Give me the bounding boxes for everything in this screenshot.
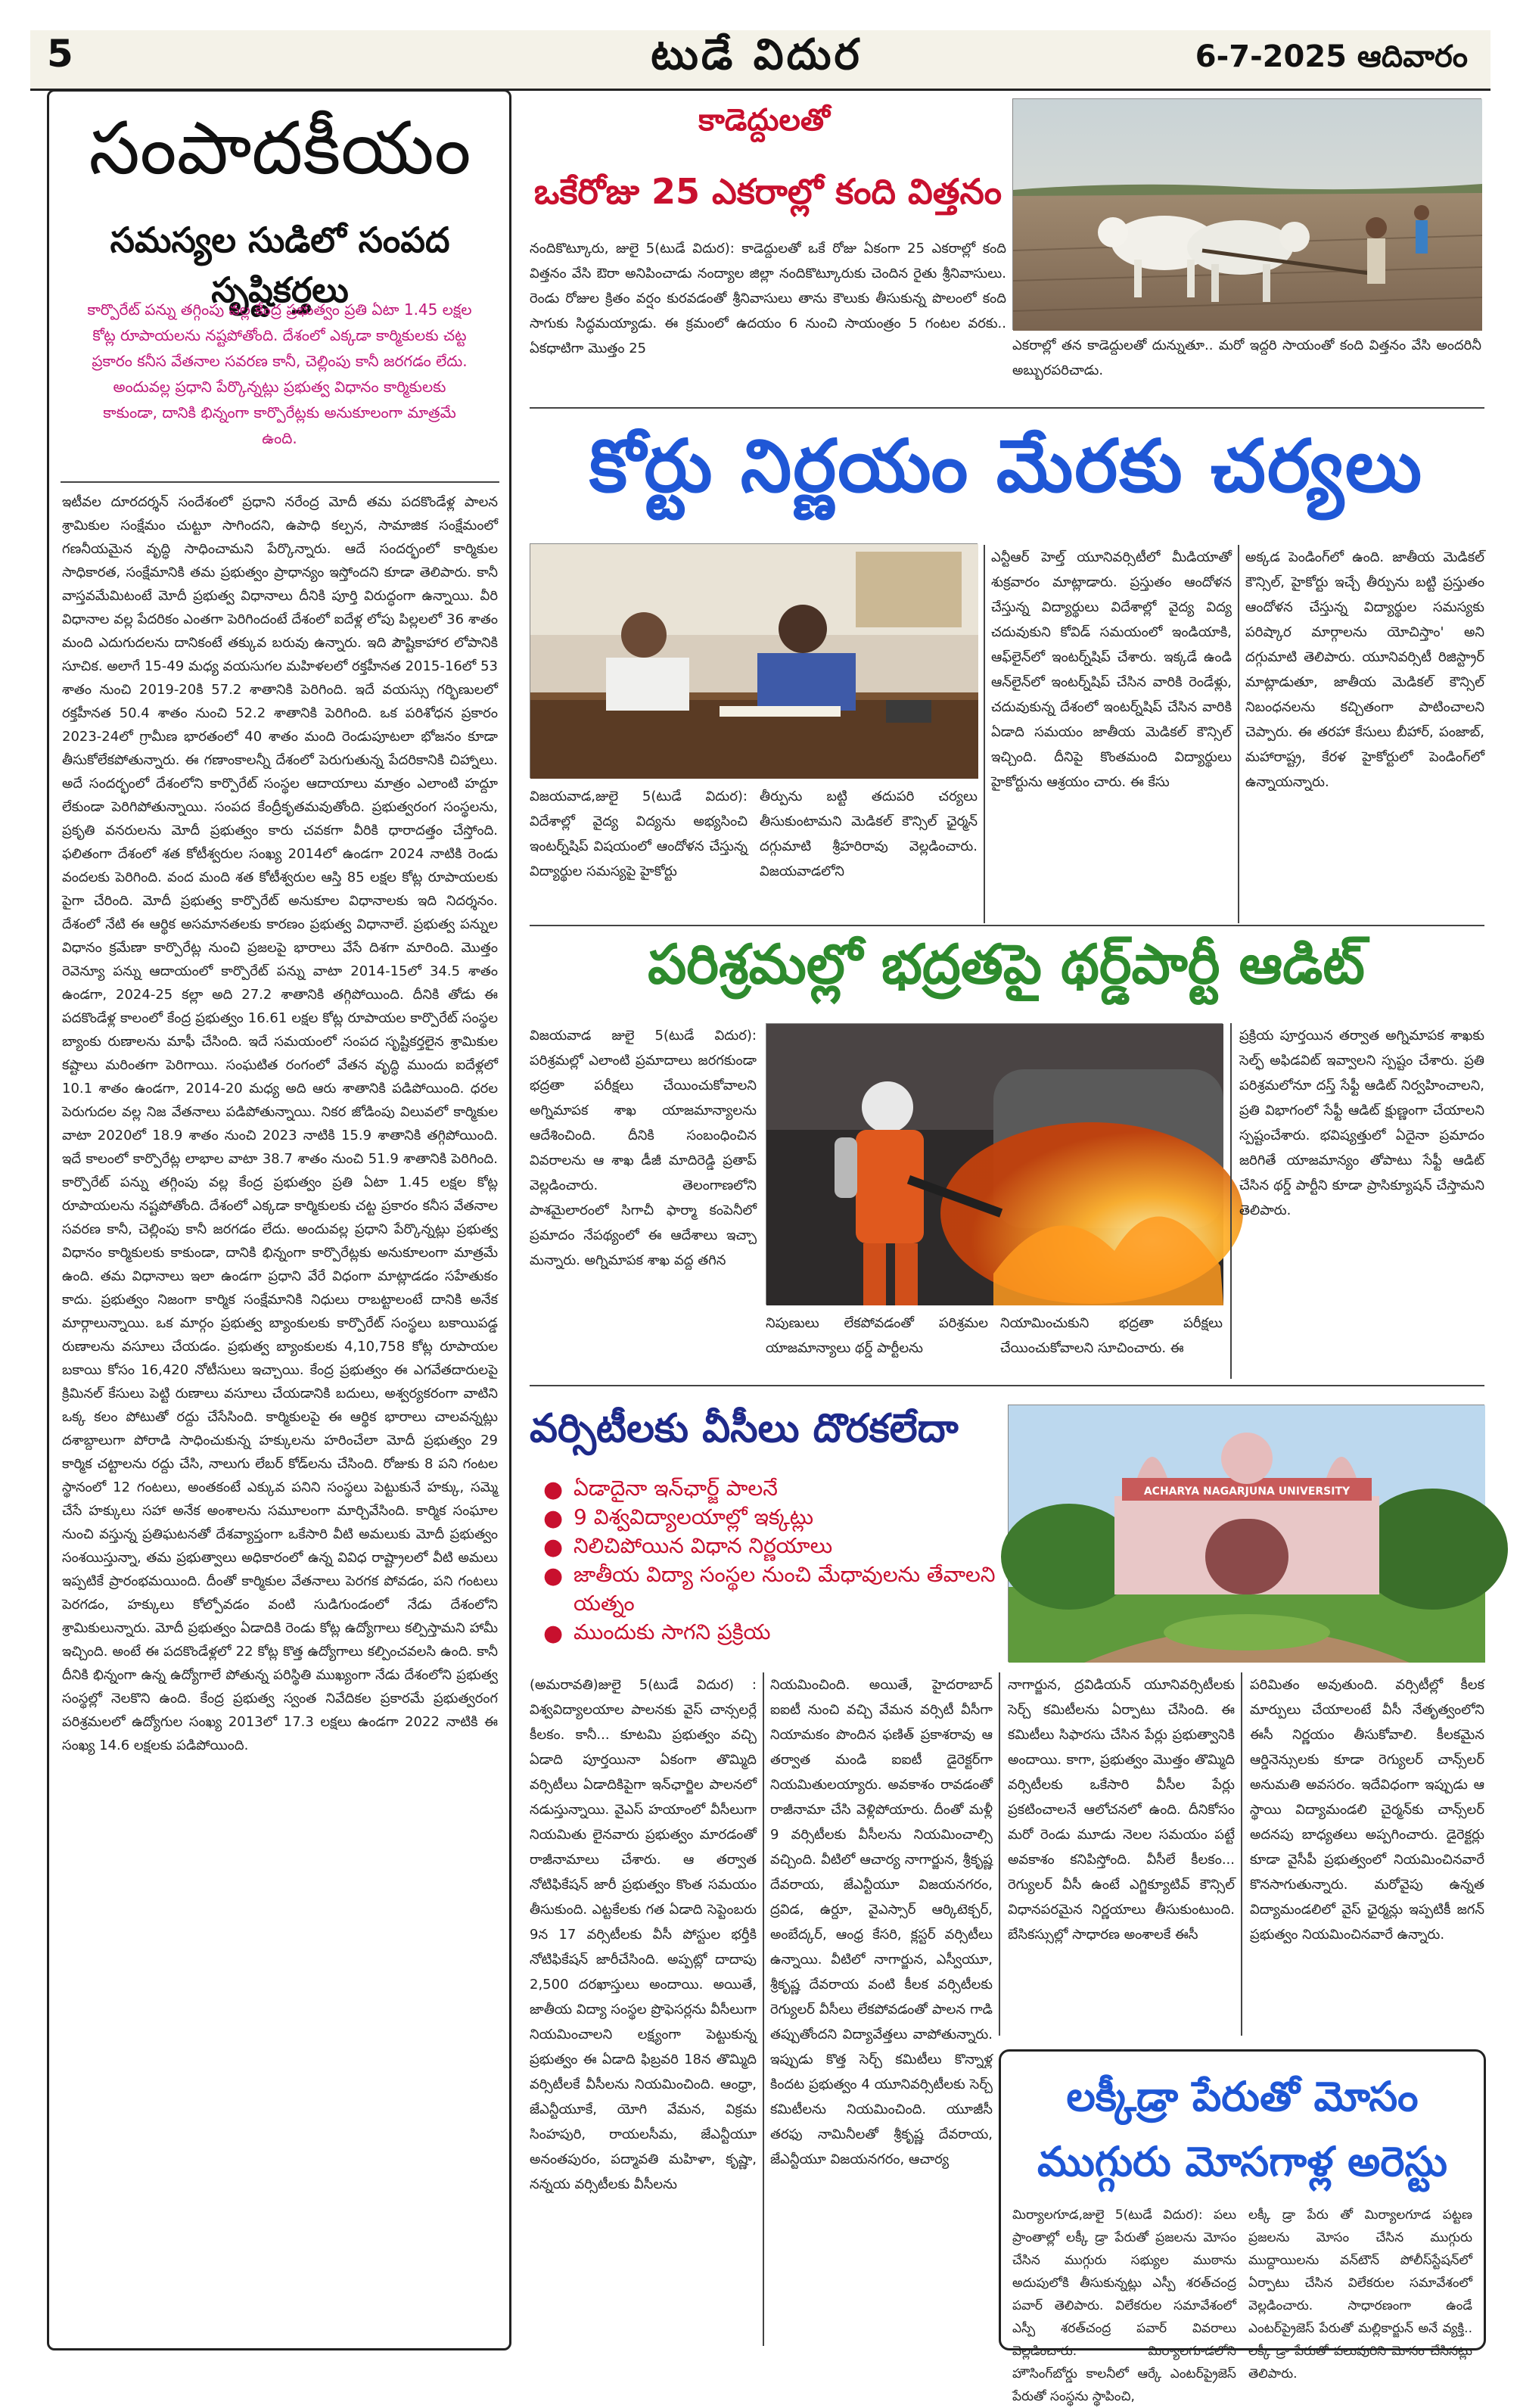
universities-col-d: పరిమితం అవుతుంది. వర్సిటీల్లో కీలక మార్పులు చేయాలంటే వీసీ నేతృత్వంలోని ఈసీ నిర్ణయం తీసుకోవాలి. కీలకమైన ఆర్డినెన్సులకు కూడా రెగ్యులర్ చాన్స్‌లర్ అనుమతి అవసరం. ఇదేవిధంగా ఇప్పుడు ఆ స్థాయి విద్యామండలి చైర్మన్‌కు చాన్స్‌లర్ అదనపు బాధ్యతలు అప్పగించారు. డైరెక్టర్లు కూడా వైసీపీ ప్రభుత్వంలో నియమించినవారే కొనసాగుతున్నారు. మరోవైపు ఉన్నత విద్యామండలిలో వైస్ ఛైర్మన్లు ఇప్పటికీ జగన్ ప్రభుత్వం నియమించినవారే ఉన్నారు. xyxy=(1250,1677,1484,1943)
court-photo-illustration xyxy=(530,544,978,779)
newspaper-masthead: టుడే విదుర xyxy=(651,30,863,79)
court-col-rule-1 xyxy=(984,545,985,923)
lucky-draw-headline-line1: లక్కీడ్రా పేరుతో మోసం xyxy=(1066,2073,1419,2120)
editorial-subtitle: సమస్యల సుడిలో సంపద సృష్టికర్తలు xyxy=(110,219,450,310)
audit-col-rule xyxy=(1230,1023,1232,1379)
universities-col-a: (అమరావతి)జులై 5(టుడే విదుర) : విశ్వవిద్యాలయాల పాలనకు వైస్ చాన్సలర్లే కీలకం. కానీ... కూటమి ప్రభుత్వం వచ్చి ఏడాది పూర్తయినా ఏకంగా తొమ్మిది వర్సిటీలు ఏడాదికిపైగా ఇన్‌ఛార్జిల పాలనలో నడుస్తున్నాయి. వైఎస్ హయాంలో వీసీలుగా నియమితు లైనవారు ప్రభుత్వం మారడంతో రాజీనామాలు చేశారు. ఆ తర్వాత నోటిఫికేషన్ జారీ ప్రభుత్వం కొంత సమయం తీసుకుంది. ఎట్టకేలకు గత ఏడాది సెప్టెంబరు 9న 17 వర్సిటీలకు వీసీ పోస్టుల భర్తీకి నోటిఫికేషన్ జారీచేసింది. అప్పట్లో దాదాపు 2,500 దరఖాస్తులు అందాయి. అయితే, జాతీయ విద్యా సంస్థల ప్రొఫెసర్లను వీసీలుగా నియమించాలని లక్ష్యంగా పెట్టుకున్న ప్రభుత్వం ఈ ఏడాది ఫిబ్రవరి 18న తొమ్మిది వర్సిటీలకే వీసీలను నియమించింది. ఆంధ్రా, జేఎన్టీయూకే, యోగి వేమన, విక్రమ సింహపురి, రాయలసీమ, జేఎన్టీయూ అనంతపురం, పద్మావతి మహిళా, కృష్ణా, నన్నయ వర్సిటీలకు వీసీలను xyxy=(530,1677,757,2192)
lucky-draw-col-b: లక్కీ డ్రా పేరు తో మిర్యాలగూడ పట్టణ ప్రజలను మోసం చేసిన ముగ్గురు ముద్దాయిలను వన్‌టౌన్ పోలీస్‌స్టేషన్‌లో ఏర్పాటు చేసిన విలేకరుల సమావేశంలో వెల్లడించారు. సాధారణంగా ఉండే ఎంటర్‌ప్రైజెస్ పేరుతో మల్లికార్జున్ అనే వ్యక్తి.. లక్కీ డ్రా పేరుతో పలువురిని మోసం చేసినట్లు తెలిపారు. xyxy=(1248,2207,1472,2382)
court-headline: కోర్టు నిర్ణయం మేరకు చర్యలు xyxy=(589,424,1424,509)
page-number: 5 xyxy=(47,32,73,76)
bulls-headline-line1: కాడెద్దులతో xyxy=(698,103,830,138)
highlight-item: ● ఏడాదైనా ఇన్‌ఛార్జ్ పాలనే xyxy=(543,1476,778,1503)
audit-col-a: విజయవాడ జులై 5(టుడే విదుర): పరిశ్రమల్లో ఎలాంటి ప్రమాదాలు జరగకుండా భద్రతా పరీక్షలు చేయించుకోవాలని అగ్నిమాపక శాఖ యాజమాన్యాలను ఆదేశించింది. దీనికి సంబంధించిన వివరాలను ఆ శాఖ డీజీ మాదిరెడ్డి ప్రతాప్ వెల్లడించారు. తెలంగాణలోని పాశమైలారంలో సిగాచీ ఫార్మా కంపెనీలో ప్రమాదం నేపథ్యంలో ఈ ఆదేశాలు ఇచ్చా మన్నారు. అగ్నిమాపక శాఖ వద్ద తగిన xyxy=(530,1028,757,1268)
bulls-plowing-photo xyxy=(1012,98,1481,330)
uni-col-rule-2 xyxy=(999,1672,1000,2036)
section-divider-2 xyxy=(530,925,1484,926)
audit-col-b: నిపుణులు లేకపోవడంతో పరిశ్రమల యాజమాన్యాలు థర్డ్ పార్టీలను xyxy=(766,1315,988,1356)
uni-col-rule-3 xyxy=(1241,1672,1242,2036)
court-col-a: విజయవాడ,జులై 5(టుడే విదుర): విదేశాల్లో వైద్య విద్యను అభ్యసించి ఇంటర్న్‌షిప్ విషయంలో ఆందోళన చేస్తున్న విద్యార్థుల సమస్యపై హైకోర్టు xyxy=(530,789,748,879)
universities-headline: వర్సిటీలకు వీసీలు దొరకలేదా xyxy=(530,1406,959,1451)
universities-col-b: నియమించింది. అయితే, హైదరాబాద్ ఐఐటీ నుంచి వచ్చి వేమన వర్సిటీ వీసీగా నియామకం పొందిన ఫణిత్ ప్రకాశరావు ఆ తర్వాత మండి ఐఐటీ డైరెక్టర్‌గా నియమితులయ్యారు. అవకాశం రావడంతో రాజీనామా చేసి వెళ్లిపోయారు. దీంతో మళ్లీ 9 వర్సిటీలకు వీసీలను నియమించాల్సి వచ్చింది. వీటిలో ఆచార్య నాగార్జున, శ్రీకృష్ణ దేవరాయ, జేఎన్టీయూ విజయనగరం, ద్రవిడ, ఉర్దూ, వైఎస్సార్ ఆర్కిటెక్చర్, అంబేద్కర్, ఆంధ్ర కేసరి, క్లస్టర్ వర్సిటీలు ఉన్నాయి. వీటిలో నాగార్జున, ఎస్వీయూ, శ్రీకృష్ణ దేవరాయ వంటి కీలక వర్సిటీలకు రెగ్యులర్ వీసీలు లేకపోవడంతో పాలన గాడి తప్పుతోందని విద్యావేత్తలు వాపోతున్నారు. ఇప్పుడు కొత్త సెర్చ్ కమిటీలు కొన్నాళ్ల కిందట ప్రభుత్వం 4 యూనివర్సిటీలకు సెర్చ్ కమిటీలను నియమించింది. యూజీసీ తరఫు నామినీలతో శ్రీకృష్ణ దేవరాయ, జేఎన్టీయూ విజయనగరం, ఆచార్య xyxy=(770,1677,993,2167)
editorial-body: ఇటీవల దూరదర్శన్ సందేశంలో ప్రధాని నరేంద్ర మోదీ తమ పదకొండేళ్ల పాలన శ్రామికుల సంక్షేమం చుట్టూ సాగిందని, ఉపాధి కల్పన, సామాజిక సంక్షేమంలో గణనీయమైన వృద్ధి సాధించామని పేర్కొన్నారు. ఆదే సందర్భంలో కార్మికుల సాధికారత, సంక్షేమానికి తమ ప్రభుత్వం ప్రాధాన్యం ఇస్తోందని కూడా తెలిపారు. కానీ వాస్తవమేమిటంటే మోదీ ప్రభుత్వ విధానాలు దీనికి పూర్తి విరుద్ధంగా ఉన్నాయి. వీరి విధానాల వల్ల పేదరికం ఎంతగా పెరిగిందంటే దేశంలో ఐదేళ్ల లోపు పిల్లలలో 36 శాతం మంది ఎదుగుదలను దానికంటే తక్కువ బరువు ఉన్నారు. ఇది పౌష్టికాహార లోపానికి సూచిక. అలాగే 15-49 మధ్య వయసుగల మహిళలలో రక్తహీనత 2015-16లో 53 శాతం నుంచి 2019-20కి 57.2 శాతానికి పెరిగింది. ఇదే వయస్సు గర్భిణులలో రక్తహీనత 50.4 శాతం నుంచి 52.2 శాతానికి పెరిగింది. ఒక పరిశోధన ప్రకారం 2023-24లో గ్రామీణ భారతంలో 40 శాతం మంది రెండుపూటలా భోజనం కూడా తీసుకోలేకపోతున్నారు. ఈ గణాంకాలన్నీ దేశంలో పెరుగుతున్న పేదరికానికి చిహ్నాలు. అదే సందర్భంలో దేశంలోని కార్పొరేట్ సంస్థల ఆదాయాలు మాత్రం ఎలాంటి హద్దూ లేకుండా పెరిగిపోతున్నాయి. సంపద కేంద్రీకృతమవుతోంది. ప్రభుత్వరంగ సంస్థలను, ప్రకృతి వనరులను మోదీ ప్రభుత్వం కారు చవకగా వీరికి ధారాదత్తం చేస్తోంది. ఫలితంగా దేశంలో శత కోటీశ్వరుల సంఖ్య 2014లో ఉండగా 2024 నాటికి రెండు వందలకు పెరిగింది. వంద మంది శత కోటీశ్వరుల ఆస్తి 85 లక్షల కోట్ల రూపాయలకు పైగా చేరింది. మోదీ ప్రభుత్వ కార్పొరేట్ అనుకూల విధానాలకు ఇది నిదర్శనం. దేశంలో నేటి ఈ ఆర్థిక అసమానతలకు కారణం ప్రభుత్వ విధానాలే. ప్రభుత్వ పన్నుల విధానం క్రమేణా కార్పొరేట్ల నుంచి ప్రజలపై భారాలు వేసే దిశగా మారింది. మొత్తం రెవెన్యూ పన్ను ఆదాయంలో కార్పొరేట్ పన్ను వాటా 2014-15లో 34.5 శాతం ఉండగా, 2024-25 కల్లా అది 27.2 శాతానికి తగ్గిపోయింది. దీనికి తోడు ఈ పదకొండేళ్ల కాలంలో కేంద్ర ప్రభుత్వం 16.61 లక్షల కోట్ల రూపాయల కార్పొరేట్ సంస్థల బ్యాంకు రుణాలను మాఫీ చేసింది. ఇదే సమయంలో సంపద సృష్టికర్తలైన శ్రామికుల కష్టాలు మరింతగా పెరిగాయి. సంఘటిత రంగంలో వేతన వృద్ధి ముందు ఐదేళ్లలో 10.1 శాతం ఉండగా, 2014-20 మధ్య అది ఆరు శాతానికి పడిపోయింది. ధరల పెరుగుదల వల్ల నిజ వేతనాలు పడిపోతున్నాయి. నికర జోడింపు విలువలో కార్మికుల వాటా 2020లో 18.9 శాతం నుంచి 2023 నాటికి 15.9 శాతానికి తగ్గిపోయింది. ఇదే కాలంలో కార్పొరేట్ల లాభాల వాటా 38.7 శాతం నుంచి 51.9 శాతానికి పెరిగింది. కార్పొరేట్ పన్ను తగ్గింపు వల్ల కేంద్ర ప్రభుత్వం ప్రతి ఏటా 1.45 లక్షల కోట్ల రూపాయలను నష్టపోతోంది. దేశంలో ఎక్కడా కార్మికులకు చట్ట ప్రకారం కనీస వేతనాల సవరణ కానీ, చెల్లింపు కానీ జరగడం లేదు. అందువల్ల ప్రధాని పేర్కొన్నట్లు ప్రభుత్వ విధానం కార్మికులకు కాకుండా, దానికి భిన్నంగా కార్పొరేట్లకు అనుకూలంగా మాత్రమే ఉంది. తమ విధానాలు ఇలా ఉండగా ప్రధాని వేరే విధంగా మాట్లాడడం సహేతుకం కాదు. ప్రభుత్వం నిజంగా కార్మిక సంక్షేమానికి నిధులు రాబట్టాలంటే దానికి అనేక మార్గాలున్నాయి. ఒక మార్గం ప్రభుత్వ బ్యాంకులకు కార్పొరేట్ సంస్థలు బకాయిపడ్డ రుణాలను వసూలు చేయడం. ప్రభుత్వ బ్యాంకులకు 4,10,758 కోట్ల రూపాయల బకాయి కోసం 16,420 నోటీసులు ఇచ్చాయి. కేంద్ర ప్రభుత్వం ఈ ఎగవేతదారులపై క్రిమినల్ కేసులు పెట్టి రుణాలు వసూలు చేయడానికి బదులు, అశ్వర్యకరంగా వాటిని ఒక్క కలం పోటుతో రద్దు చేసేసింది. కార్మికులపై ఈ ఆర్థిక భారాలు చాలవన్నట్లు దశాబ్దాలుగా పోరాడి సాధించుకున్న హక్కులను హరించేలా మోదీ ప్రభుత్వం 29 కార్మిక చట్టాలను రద్దు చేసి, నాలుగు లేబర్ కోడ్‌లను చేసింది. రోజుకు 8 పని గంటల స్థానంలో 12 గంటలు, అంతకంటే ఎక్కువ పనిని సంస్థలు పెట్టుకునే హక్కు, సమ్మె చేసే హక్కులు సహా అనేక అంశాలను సమూలంగా మార్చివేసింది. కార్మిక సంఘాల నుంచి వస్తున్న ప్రతిఘటనతో దేశవ్యాప్తంగా ఒకేసారి వీటి అమలుకు మోదీ ప్రభుత్వం సంశయిస్తున్నా, తమ ప్రభుత్వాలు అధికారంలో ఉన్న వివిధ రాష్ట్రాలలో వీటి అమలు ఇప్పటికే ప్రారంభమయింది. దీంతో కార్మికుల వేతనాలు పెరగక పోవడం, పని గంటలు పెరగడం, హక్కులు కోల్పోవడం వంటి సుడిగుండంలో నేడు దేశంలోని శ్రామికులున్నారు. మోదీ ప్రభుత్వం ఏడాదికి రెండు కోట్ల ఉద్యోగాలు కల్పిస్తామని హామీ ఇచ్చింది. అంటే ఈ పదకొండేళ్లలో 22 కోట్ల కొత్త ఉద్యోగాలు కల్పించవలసి ఉంది. కానీ దీనికి భిన్నంగా ఉన్న ఉద్యోగాలే పోతున్న పరిస్థితి ముఖ్యంగా నేడు దేశంలోని ప్రభుత్వ సంస్థల్లో నెలకొని ఉంది. కేంద్ర ప్రభుత్వ స్వంత నివేదికల ప్రకారమే ప్రభుత్వరంగ పరిశ్రమలలో ఉద్యోగుల సంఖ్య 2013లో 17.3 లక్షలు ఉండగా 2022 నాటికి ఈ సంఖ్య 14.6 లక్షలకు పడిపోయింది. xyxy=(62,494,498,1753)
bulls-photo-caption: ఎకరాల్లో తన కాడెద్దులతో దున్నుతూ.. మరో ఇద్దరి సాయంతో కంది విత్తనం వేసి అందరినీ అబ్బురపరిచాడు. xyxy=(1012,338,1481,378)
court-col-c: ఎన్టీఆర్ హెల్త్ యూనివర్సిటీలో మీడియాతో శుక్రవారం మాట్లాడారు. ప్రస్తుతం ఆందోళన చేస్తున్న విద్యార్థులు విదేశాల్లో వైద్య విద్య చదువుకుని కోవిడ్ సమయంలో ఇండియాకి, ఆఫ్‌లైన్‌లో ఇంటర్న్‌షిప్ చేశారు. ఇక్కడే ఉండి ఆన్‌లైన్‌లో ఇంటర్న్‌షిప్ చేసిన వారికి రెండేళ్లు, చదువుకున్న దేశంలో ఇంటర్న్‌షిప్ చేసిన వారికి ఏడాది సమయం జాతీయ మెడికల్ కౌన్సిల్ ఇచ్చింది. దీనిపై కొంతమంది విద్యార్థులు హైకోర్టును ఆశ్రయం చారు. ఈ కేసు xyxy=(991,549,1232,790)
universities-col-c: నాగార్జున, ద్రవిడియన్ యూనివర్సిటీలకు సెర్చ్ కమిటీలను ఏర్పాటు చేసింది. ఈ కమిటీలు సిఫారసు చేసిన పేర్లు ప్రభుత్వానికి అందాయి. కాగా, ప్రభుత్వం మొత్తం తొమ్మిది వర్సిటీలకు ఒకేసారి వీసీల పేర్లు ప్రకటించాలనే ఆలోచనలో ఉంది. దీనికోసం మరో రెండు మూడు నెలల సమయం పట్టే అవకాశం కనిపిస్తోంది. వీసీలే కీలకం... రెగ్యులర్ వీసీ ఉంటే ఎగ్జిక్యూటివ్ కౌన్సిల్ విధానపరమైన నిర్ణయాలు తీసుకుంటుంది. బేసికస్సుల్లో సాధారణ అంశాలకే ఈసీ xyxy=(1008,1677,1235,1943)
audit-headline: పరిశ్రమల్లో భద్రతపై థర్డ్‌పార్టీ ఆడిట్ xyxy=(648,932,1365,996)
editorial-title: సంపాదకీయం xyxy=(89,106,471,191)
university-sign-text: ACHARYA NAGARJUNA UNIVERSITY xyxy=(1143,1486,1351,1498)
bulls-photo-illustration xyxy=(1013,99,1482,331)
audit-col-d: ప్రక్రియ పూర్తయిన తర్వాత అగ్నిమాపక శాఖకు సెల్ఫ్ అఫిడవిట్ ఇవ్వాలని స్పష్టం చేశారు. ప్రతి పరిశ్రమలోనూ దస్త్ సేఫ్టీ ఆడిట్ నిర్వహించాలని, ప్రతి విభాగంలో సేఫ్టీ ఆడిట్ క్షుణ్ణంగా చేయాలని స్పష్టంచేశారు. భవిష్యత్తులో ఏదైనా ప్రమాదం జరిగితే యాజమాన్యం తోపాటు సేఫ్టీ ఆడిట్ చేసిన థర్డ్ పార్టీని కూడా ప్రాసిక్యూషన్ చేస్తామని తెలిపారు. xyxy=(1239,1028,1484,1218)
uni-col-rule-1 xyxy=(763,1672,764,2346)
issue-date: 6-7-2025 ఆదివారం xyxy=(1195,39,1468,74)
fire-photo-illustration xyxy=(766,1024,1223,1305)
section-divider-3 xyxy=(530,1385,1484,1386)
editorial-divider xyxy=(61,481,499,483)
bulls-headline-line2: ఒకేరోజు 25 ఎకరాల్లో కంది విత్తనం xyxy=(533,171,1002,212)
highlight-item: ● జాతీయ విద్యా సంస్థల నుంచి మేధావులను తేవాలని యత్నం xyxy=(543,1562,996,1616)
court-col-rule-2 xyxy=(1238,545,1239,923)
editorial-lead: కార్పొరేట్ పన్ను తగ్గింపు వల్ల కేంద్ర ప్రభుత్వం ప్రతి ఏటా 1.45 లక్షల కోట్ల రూపాయలను నష్టపోతోంది. దేశంలో ఎక్కడా కార్మికులకు చట్ట ప్రకారం కనీస వేతనాల సవరణ కానీ, చెల్లింపు కానీ జరగడం లేదు. అందువల్ల ప్రధాని పేర్కొన్నట్లు ప్రభుత్వ విధానం కార్మికులకు కాకుండా, దానికి భిన్నంగా కార్పొరేట్లకు అనుకూలంగా మాత్రమే ఉంది. xyxy=(87,300,472,447)
lucky-draw-col-a: మిర్యాలగూడ,జులై 5(టుడే విదుర): పలు ప్రాంతాల్లో లక్కీ డ్రా పేరుతో ప్రజలను మోసం చేసిన ముగ్గురు సభ్యుల ముఠాను అదుపులోకి తీసుకున్నట్లు ఎస్పీ శరత్‌చంద్ర పవార్ తెలిపారు. విలేకరుల సమావేశంలో ఎస్పీ శరత్‌చంద్ర పవార్ వివరాలు వెల్లడించారు. మిర్యాలగూడలోని హౌసింగ్‌బోర్డు కాలనీలో ఆర్కే ఎంటర్‌ప్రైజెస్ పేరుతో సంస్థను స్థాపించి, xyxy=(1012,2207,1236,2404)
section-divider-1 xyxy=(530,407,1484,409)
fire-safety-photo xyxy=(766,1023,1223,1305)
bulls-body: నందికొట్కూరు, జులై 5(టుడే విదుర): కాడెద్దులతో ఒకే రోజు ఏకంగా 25 ఎకరాల్లో కంది విత్తనం వేసి ఔరా అనిపించాడు నంద్యాల జిల్లా నందికొట్కూరుకు చెందిన రైతు శ్రీనివాసులు. రెండు రోజుల క్రితం వర్షం కురవడంతో శ్రీనివాసులు తాను కౌలుకు తీసుకున్న పొలంలో కంది సాగుకు సిద్ధమయ్యాడు. ఈ క్రమంలో ఉదయం 6 నుంచి సాయంత్రం 5 గంటల వరకు.. ఏకధాటిగా మొత్తం 25 xyxy=(530,241,1006,356)
highlight-item: ● ముందుకు సాగని ప్రక్రియ xyxy=(543,1619,771,1647)
highlight-item: ● 9 విశ్వవిద్యాలయాల్లో ఇక్కట్లు xyxy=(543,1504,814,1532)
universities-highlights xyxy=(543,1474,997,1647)
lucky-draw-headline-line2: ముగ్గురు మోసగాళ్ల అరెస్టు xyxy=(1037,2138,1447,2186)
highlight-item: ● నిలిచిపోయిన విధాన నిర్ణయాలు xyxy=(543,1533,833,1560)
university-gate-photo xyxy=(1008,1405,1484,1662)
audit-col-c: నియామించుకుని భద్రతా పరీక్షలు చేయించుకోవాలని సూచించారు. ఈ xyxy=(1000,1315,1223,1356)
university-photo-illustration xyxy=(1009,1405,1485,1663)
court-col-b: తీర్పును బట్టి తదుపరి చర్యలు తీసుకుంటామని మెడికల్ కౌన్సిల్ ఛైర్మన్ దగ్గుమాటి శ్రీహరిరావు వెల్లడించారు. విజయవాడలోని xyxy=(760,789,978,879)
court-officials-photo xyxy=(530,543,978,778)
court-col-d: అక్కడ పెండింగ్‌లో ఉంది. జాతీయ మెడికల్ కౌన్సిల్, హైకోర్టు ఇచ్చే తీర్పును బట్టి ప్రస్తుతం ఆందోళన చేస్తున్న విద్యార్థుల సమస్యకు పరిష్కార మార్గాలను యోచిస్తాం' అని దగ్గుమాటి తెలిపారు. యూనివర్సిటీ రిజిస్ట్రార్ మాట్లాడుతూ, జాతీయ మెడికల్ కౌన్సిల్ నిబంధనలను కచ్చితంగా పాటించాలని చెప్పారు. ఈ తరహా కేసులు బీహార్, పంజాబ్, మహారాష్ట్ర, కేరళ హైకోర్టులో పెండింగ్‌లో ఉన్నాయన్నారు. xyxy=(1245,549,1484,790)
